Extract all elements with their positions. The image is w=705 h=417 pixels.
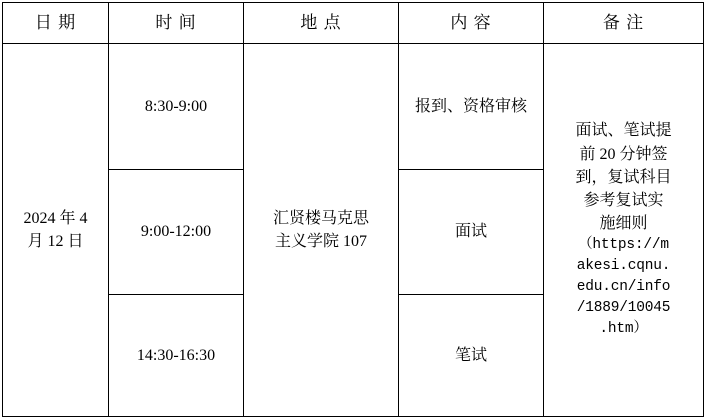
remark-line-2: 前 20 分钟签 [579,145,668,163]
remark-line-5: 施细则 [599,215,648,233]
table-row [3,44,704,170]
place-line-1: 汇贤楼马克思 [272,209,369,227]
cell-date [3,44,109,417]
column-header-time-label: 时 间 [155,12,197,32]
table-header-row [3,3,704,44]
date-line-1: 2024 年 4 [23,209,88,227]
remark-line-4: 参考复试实 [583,192,664,210]
column-header-date-label: 日 期 [34,12,77,32]
column-header-remark-label: 备 注 [602,12,645,32]
remark-line-9: /1889/10045 [576,300,671,317]
remark-line-10: .htm） [599,321,648,338]
date-line-2: 月 12 日 [27,233,84,250]
remark-line-6: （https://m [578,237,669,254]
remark-line-7: akesi.cqnu. [576,258,671,275]
document-page [0,2,705,416]
column-header-time [109,3,244,44]
remark-line-3: 到，复试科目 [575,168,672,186]
cell-content-2: 面试 [399,170,544,295]
column-header-place-label: 地 点 [300,12,342,32]
cell-place [244,44,399,417]
cell-content-1: 报到、资格审核 [399,44,544,170]
column-header-remark [544,3,704,44]
cell-time-3: 14:30-16:30 [109,295,244,417]
cell-content-3: 笔试 [399,295,544,417]
remark-line-1: 面试、笔试提 [575,122,672,140]
cell-time-2: 9:00-12:00 [109,170,244,295]
column-header-content-label: 内 容 [450,12,492,32]
column-header-place [244,3,399,44]
table-body [3,44,704,417]
column-header-content [399,3,544,44]
cell-time-1: 8:30-9:00 [109,44,244,170]
place-line-2: 主义学院 107 [274,233,367,250]
cell-remark [544,44,704,417]
interview-schedule-table [2,2,704,417]
column-header-date [3,3,109,44]
table-header [3,3,704,44]
remark-line-8: edu.cn/info [576,279,671,296]
